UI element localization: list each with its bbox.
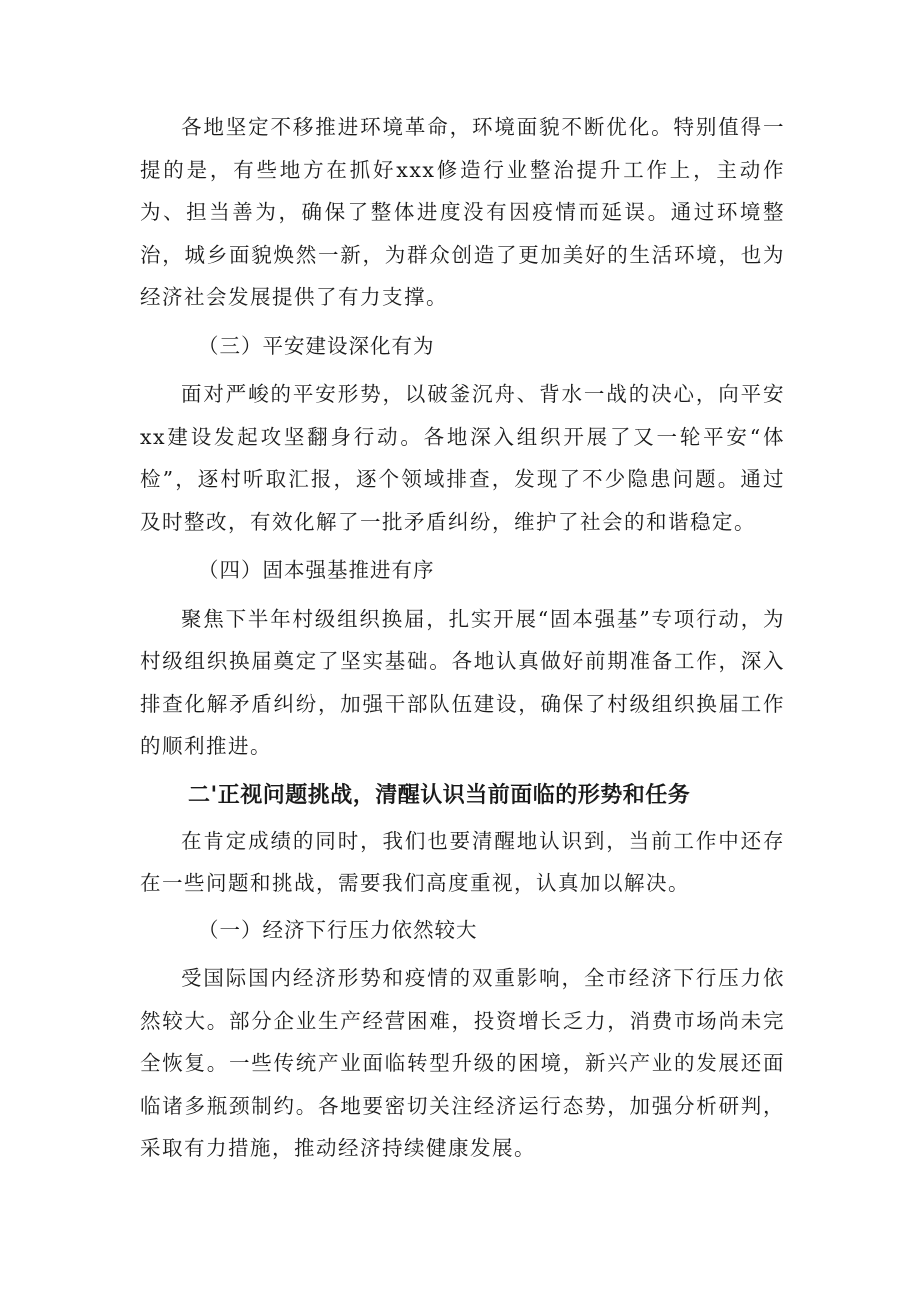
subheading-safety: （三）平安建设深化有为 [198,333,435,358]
paragraph-foundation: 聚焦下半年村级组织换届，扎实开展“固本强基”专项行动，为村级组织换届奠定了坚实基础。各地认真做好前期准备工作，深入排查化解矛盾纠纷，加强干部队伍建设，确保了村级组织换届工作的顺利推进。 [140,606,785,758]
paragraph-economy: 受国际国内经济形势和疫情的双重影响，全市经济下行压力依然较大。部分企业生产经营困难，投资增长乏力，消费市场尚未完全恢复。一些传统产业面临转型升级的困境，新兴产业的发展还面临诸多瓶颈制约。各地要密切关注经济运行态势，加强分析研判，采取有力措施，推动经济持续健康发展。 [140,966,785,1160]
subheading-economy: （一）经济下行压力依然较大 [198,917,478,942]
section-heading-two: 二'正视问题挑战，清醒认识当前面临的形势和任务 [188,782,691,808]
paragraph-environment: 各地坚定不移推进环境革命，环境面貌不断优化。特别值得一提的是，有些地方在抓好xxx修造行业整治提升工作上，主动作为、担当善为，确保了整体进度没有因疫情而延误。通过环境整治，城乡面貌焕然一新，为群众创造了更加美好的生活环境，也为经济社会发展提供了有力支撑。 [140,115,785,309]
document-page [140,106,785,1170]
paragraph-safety: 面对严峻的平安形势，以破釜沉舟、背水一战的决心，向平安xx建设发起攻坚翻身行动。各地深入组织开展了又一轮平安“体检”，逐村听取汇报，逐个领域排查，发现了不少隐患问题。通过及时整改，有效化解了一批矛盾纠纷，维护了社会的和谐稳定。 [140,382,785,534]
subheading-foundation: （四）固本强基推进有序 [198,558,435,582]
paragraph-challenges: 在肯定成绩的同时，我们也要清醒地认识到，当前工作中还存在一些问题和挑战，需要我们高度重视，认真加以解决。 [140,828,785,895]
